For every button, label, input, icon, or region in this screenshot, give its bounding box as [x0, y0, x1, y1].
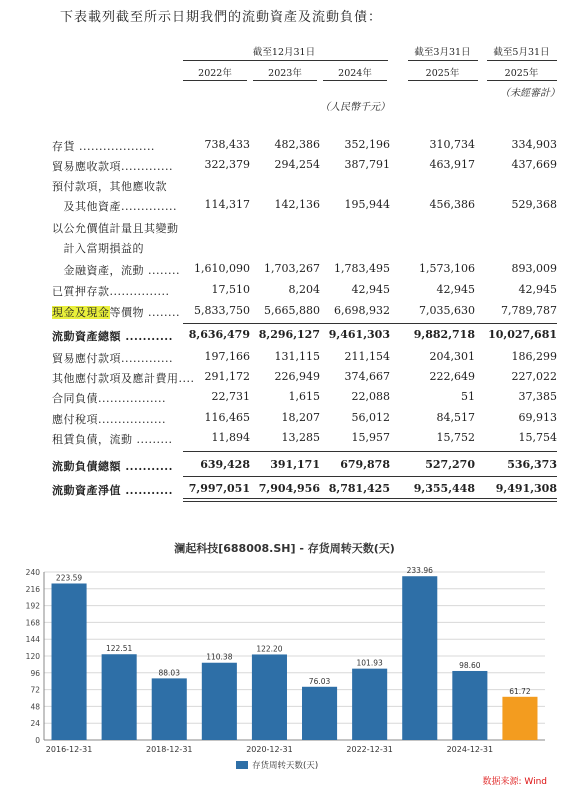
intro-text: 下表載列截至所示日期我們的流動資產及流動負債：: [60, 10, 383, 25]
y-tick-label: 144: [25, 635, 40, 645]
row-label-rest: 等價物 ........: [109, 306, 180, 319]
row-value: 197,166: [204, 350, 250, 363]
row-value: 738,433: [204, 138, 250, 151]
row-value: 15,957: [351, 431, 390, 444]
unit-label: （人民幣千元）: [320, 102, 390, 113]
row-value: 1,615: [288, 390, 320, 403]
y-tick-label: 192: [25, 601, 40, 611]
y-tick-label: 120: [25, 652, 40, 661]
y-tick-label: 0: [35, 736, 40, 745]
highlighted-text: 現金及現金: [52, 306, 110, 319]
row-label: 合同負債.................: [52, 392, 166, 405]
row-value: 639,428: [200, 458, 250, 471]
row-value: 456,386: [429, 198, 475, 211]
row-value: 529,368: [511, 198, 557, 211]
table-row: [52, 176, 552, 194]
table-row: [52, 196, 557, 214]
row-value: 226,949: [274, 370, 320, 383]
table-row: [52, 136, 557, 154]
row-value: 5,665,880: [264, 304, 320, 317]
y-tick-label: 168: [25, 618, 40, 628]
row-value: 7,035,630: [419, 304, 475, 317]
y-tick-label: 72: [30, 685, 40, 695]
row-value: 11,894: [211, 431, 250, 444]
table-row: [52, 302, 557, 320]
header-group-may: 截至5月31日: [493, 47, 550, 58]
row-value: 195,944: [344, 198, 390, 211]
bar: [252, 654, 287, 740]
row-value: 322,379: [204, 158, 250, 171]
row-value: 37,385: [518, 390, 557, 403]
data-label: 101.93: [356, 658, 383, 668]
y-tick-label: 48: [30, 702, 40, 712]
row-value: 18,207: [281, 411, 320, 424]
row-label: 流動資產淨值 ...........: [52, 484, 173, 497]
subtotal-rule-3: [183, 476, 557, 477]
bar: [502, 697, 537, 740]
row-value: 1,783,495: [334, 262, 390, 275]
row-value: 227,022: [511, 370, 557, 383]
table-row: [52, 260, 557, 278]
unaudited-label: （未經審計）: [500, 88, 560, 99]
header-rule-bottom-4: [408, 80, 478, 81]
row-value: 186,299: [511, 350, 557, 363]
row-label: 計入當期損益的: [52, 242, 144, 255]
y-tick-label: 96: [30, 668, 40, 678]
row-value: 6,698,932: [334, 304, 390, 317]
row-value: 56,012: [351, 411, 390, 424]
row-value: 15,752: [436, 431, 475, 444]
row-label: 已質押存款...............: [52, 285, 170, 298]
header-rule-bottom-1: [183, 80, 247, 81]
row-value: 437,669: [511, 158, 557, 171]
row-value: 42,945: [518, 283, 557, 296]
row-value: 84,517: [436, 411, 475, 424]
row-value: 7,904,956: [258, 482, 320, 495]
table-row: [52, 156, 557, 174]
header-rule-bottom-2: [253, 80, 317, 81]
row-value: 9,491,308: [495, 482, 557, 495]
bar: [452, 671, 487, 740]
row-value: 114,317: [204, 198, 250, 211]
row-value: 291,172: [204, 370, 250, 383]
table-row: [52, 238, 552, 256]
row-label: 存貨 ...................: [52, 140, 155, 153]
chart-title: 澜起科技[688008.SH] - 存货周转天数(天): [174, 542, 395, 555]
table-row: [52, 348, 557, 366]
row-value: 131,115: [274, 350, 320, 363]
row-value: 142,136: [274, 198, 320, 211]
row-value: 391,171: [270, 458, 320, 471]
row-value: 222,649: [429, 370, 475, 383]
row-label: 以公允價值計量且其變動: [52, 222, 179, 235]
row-value: 9,882,718: [413, 328, 475, 341]
chart-svg: [10, 538, 559, 796]
data-label: 233.96: [406, 566, 433, 576]
bar: [352, 669, 387, 740]
bar: [102, 654, 137, 740]
row-value: 527,270: [425, 458, 475, 471]
header-rule-bottom-3: [323, 80, 387, 81]
header-group-mar: 截至3月31日: [414, 47, 471, 58]
row-value: 374,667: [344, 370, 390, 383]
data-label: 61.72: [509, 686, 531, 696]
bar: [152, 678, 187, 740]
row-label: 租賃負債，流動 .........: [52, 433, 173, 446]
row-value: 536,373: [507, 458, 557, 471]
data-label: 122.51: [106, 644, 133, 654]
row-value: 5,833,750: [194, 304, 250, 317]
bar: [52, 583, 87, 740]
x-tick-label: 2018-12-31: [146, 745, 193, 754]
row-label: 其他應付款項及應計費用....: [52, 372, 195, 385]
data-label: 76.03: [308, 676, 331, 686]
y-tick-label: 240: [25, 568, 40, 577]
header-year-2022: 2022年: [198, 68, 232, 79]
row-label: 貿易應收款項.............: [52, 160, 173, 173]
row-label: 流動資產總額 ...........: [52, 330, 173, 343]
row-label: [52, 304, 180, 320]
row-value: 334,903: [511, 138, 557, 151]
header-rule-may: [487, 60, 557, 61]
x-tick-label: 2022-12-31: [346, 745, 393, 754]
row-value: 10,027,681: [488, 328, 557, 341]
row-value: 294,254: [274, 158, 320, 171]
row-value: 22,731: [211, 390, 250, 403]
row-value: 7,997,051: [188, 482, 250, 495]
header-rule-bottom-5: [487, 80, 557, 81]
subtotal-rule-1: [183, 323, 557, 324]
row-value: 69,913: [518, 411, 557, 424]
legend-label: 存货周转天数(天): [252, 761, 319, 771]
row-value: 22,088: [351, 390, 390, 403]
row-value: 42,945: [351, 283, 390, 296]
row-label: 預付款項，其他應收款: [52, 180, 167, 193]
data-label: 122.20: [256, 644, 283, 654]
row-value: 352,196: [344, 138, 390, 151]
data-label: 110.38: [206, 652, 233, 662]
inventory-days-chart: [10, 538, 559, 796]
header-year-2025-may: 2025年: [504, 68, 539, 79]
header-group-dec: 截至12月31日: [252, 47, 316, 58]
row-value: 17,510: [211, 283, 250, 296]
y-tick-label: 24: [30, 719, 40, 729]
row-value: 13,285: [281, 431, 320, 444]
row-value: 8,296,127: [258, 328, 320, 341]
row-value: 463,917: [429, 158, 475, 171]
x-tick-label: 2024-12-31: [446, 745, 494, 754]
row-value: 1,573,106: [419, 262, 475, 275]
bar: [202, 663, 237, 740]
bar: [302, 687, 337, 740]
header-rule-mar: [408, 60, 478, 61]
row-value: 679,878: [340, 458, 390, 471]
row-value: 15,754: [518, 431, 557, 444]
row-label: 及其他資產..............: [52, 200, 177, 213]
table-row: [52, 409, 557, 427]
header-rule-dec: [183, 60, 388, 61]
row-value: 893,009: [511, 262, 557, 275]
header-year-2025-mar: 2025年: [425, 68, 460, 79]
row-value: 8,781,425: [328, 482, 390, 495]
row-value: 482,386: [274, 138, 320, 151]
row-value: 1,703,267: [264, 262, 320, 275]
row-label: 流動負債總額 ...........: [52, 460, 173, 473]
row-value: 211,154: [344, 350, 390, 363]
table-row: [52, 456, 557, 474]
x-tick-label: 2016-12-31: [45, 745, 93, 754]
table-row: [52, 218, 552, 236]
data-label: 223.59: [55, 573, 83, 583]
table-row: [52, 368, 557, 386]
table-row: [52, 326, 557, 344]
row-value: 7,789,787: [501, 304, 557, 317]
row-label: 貿易應付款項.............: [52, 352, 173, 365]
row-value: 387,791: [344, 158, 390, 171]
x-tick-label: 2020-12-31: [246, 745, 293, 754]
data-label: 98.60: [459, 660, 481, 670]
bar: [402, 576, 437, 740]
subtotal-rule-2: [183, 451, 557, 452]
row-value: 310,734: [429, 138, 475, 151]
row-value: 116,465: [204, 411, 250, 424]
chart-source: 数据来源: Wind: [482, 777, 547, 787]
row-value: 9,461,303: [328, 328, 390, 341]
row-value: 9,355,448: [413, 482, 475, 495]
row-label: 金融資產，流動 ........: [52, 264, 180, 277]
row-label: 應付稅項.................: [52, 413, 166, 426]
row-value: 8,204: [288, 283, 320, 296]
row-value: 42,945: [436, 283, 475, 296]
row-value: 1,610,090: [194, 262, 250, 275]
total-double-rule: [183, 498, 557, 502]
legend-swatch: [236, 761, 248, 769]
row-value: 51: [461, 390, 475, 403]
y-tick-label: 216: [25, 584, 40, 594]
table-row: [52, 480, 557, 498]
row-value: 204,301: [429, 350, 475, 363]
row-value: 8,636,479: [188, 328, 250, 341]
data-label: 88.03: [158, 668, 180, 678]
table-row: [52, 388, 557, 406]
table-row: [52, 429, 557, 447]
header-year-2023: 2023年: [268, 68, 302, 79]
header-year-2024: 2024年: [338, 68, 372, 79]
table-row: [52, 281, 557, 299]
